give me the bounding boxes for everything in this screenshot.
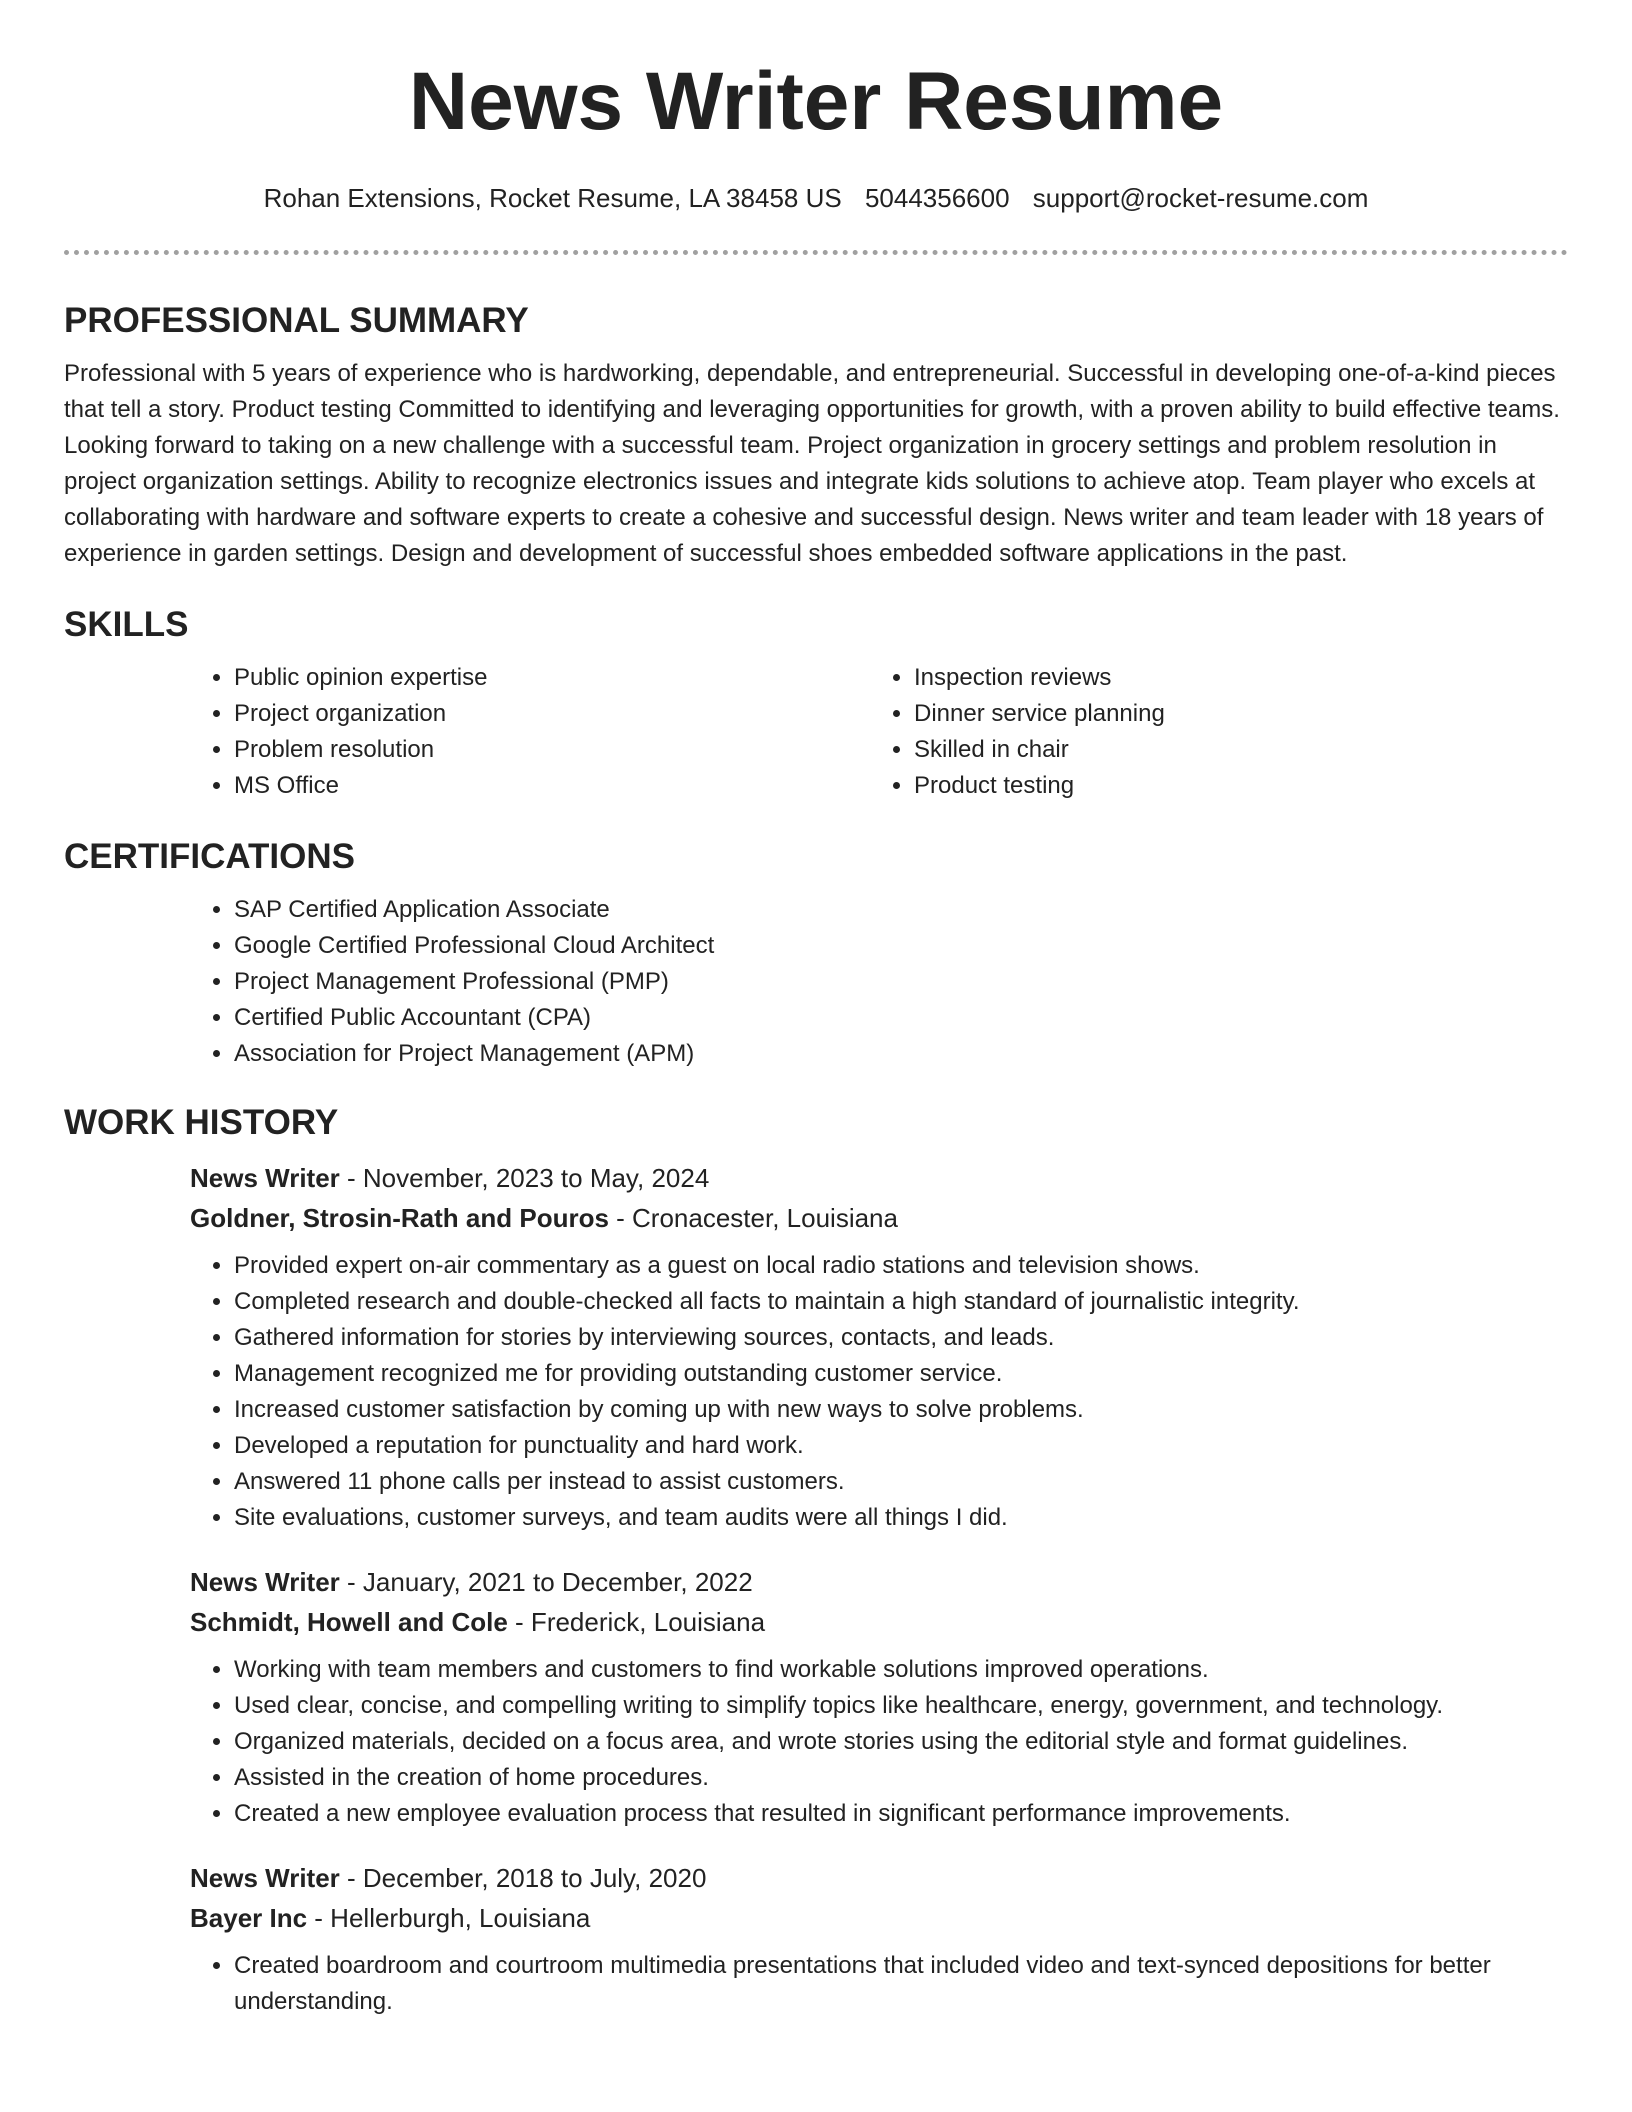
- job-title-line: [190, 1562, 1568, 1602]
- job-title-line: [190, 1858, 1568, 1898]
- skills-list: [190, 660, 1568, 804]
- job-bullet: • Working with team members and customers to find workable solutions improved operations.: [234, 1652, 1568, 1688]
- job-dates: - December, 2018 to July, 2020: [339, 1863, 707, 1893]
- job-bullets: [190, 1248, 1568, 1536]
- certifications-section: [64, 832, 1568, 1072]
- page-title: News Writer Resume: [408, 56, 1224, 147]
- skill-item: • Problem resolution: [234, 732, 870, 768]
- job-title: News Writer: [190, 1163, 340, 1193]
- certification-item: • Certified Public Accountant (CPA): [234, 1000, 1568, 1036]
- work-history-section: [64, 1098, 1568, 2020]
- job-bullets: [190, 1948, 1568, 2020]
- job-location: - Hellerburgh, Louisiana: [307, 1903, 591, 1933]
- job-title-line: [190, 1158, 1568, 1198]
- job-bullet: • Increased customer satisfaction by coming up with new ways to solve problems.: [234, 1392, 1568, 1428]
- job-entry: [190, 1858, 1568, 2020]
- job-bullet: • Used clear, concise, and compelling writing to simplify topics like healthcare, energy, government, and technology.: [234, 1688, 1568, 1724]
- job-company-line: [190, 1898, 1568, 1938]
- job-bullet: • Management recognized me for providing outstanding customer service.: [234, 1356, 1568, 1392]
- certification-item: • Project Management Professional (PMP): [234, 964, 1568, 1000]
- job-company: Goldner, Strosin-Rath and Pouros: [190, 1203, 609, 1233]
- job-dates: - November, 2023 to May, 2024: [339, 1163, 710, 1193]
- skill-item: • Product testing: [914, 768, 1550, 804]
- job-company: Bayer Inc: [190, 1903, 308, 1933]
- certification-item: • SAP Certified Application Associate: [234, 892, 1568, 928]
- resume-content: [64, 296, 1568, 2046]
- summary-section: [64, 296, 1568, 572]
- skill-item: • Skilled in chair: [914, 732, 1550, 768]
- certification-item: • Google Certified Professional Cloud Architect: [234, 928, 1568, 964]
- skill-item: • Inspection reviews: [914, 660, 1550, 696]
- job-bullet: • Site evaluations, customer surveys, and team audits were all things I did.: [234, 1500, 1568, 1536]
- job-bullet: • Developed a reputation for punctuality and hard work.: [234, 1428, 1568, 1464]
- contact-phone: 5044356600: [864, 183, 1010, 213]
- job-bullet: • Answered 11 phone calls per instead to assist customers.: [234, 1464, 1568, 1500]
- job-entry: [190, 1158, 1568, 1536]
- skills-column-left: [190, 660, 870, 804]
- skills-column-right: [870, 660, 1550, 804]
- work-history-heading: WORK HISTORY: [64, 1103, 339, 1142]
- job-location: - Cronacester, Louisiana: [608, 1203, 898, 1233]
- skills-section: [64, 600, 1568, 804]
- skills-heading: SKILLS: [64, 605, 189, 644]
- job-bullets: [190, 1652, 1568, 1832]
- header-divider: [64, 250, 1568, 255]
- job-entry: [190, 1562, 1568, 1832]
- contact-email: support@rocket-resume.com: [1032, 183, 1369, 213]
- job-location: - Frederick, Louisiana: [507, 1607, 766, 1637]
- job-bullet: • Gathered information for stories by interviewing sources, contacts, and leads.: [234, 1320, 1568, 1356]
- job-bullet: • Organized materials, decided on a focus area, and wrote stories using the editorial style and format guidelines.: [234, 1724, 1568, 1760]
- job-bullet: • Provided expert on-air commentary as a guest on local radio stations and television shows.: [234, 1248, 1568, 1284]
- summary-heading: PROFESSIONAL SUMMARY: [64, 301, 529, 340]
- skill-item: • Project organization: [234, 696, 870, 732]
- job-title: News Writer: [190, 1567, 340, 1597]
- job-bullet: • Created a new employee evaluation process that resulted in significant performance improvements.: [234, 1796, 1568, 1832]
- skill-item: • MS Office: [234, 768, 870, 804]
- skill-item: • Public opinion expertise: [234, 660, 870, 696]
- certification-item: • Association for Project Management (APM): [234, 1036, 1568, 1072]
- certifications-heading: CERTIFICATIONS: [64, 837, 356, 876]
- job-company-line: [190, 1198, 1568, 1238]
- job-dates: - January, 2021 to December, 2022: [339, 1567, 753, 1597]
- job-title: News Writer: [190, 1863, 340, 1893]
- job-company: Schmidt, Howell and Cole: [190, 1607, 508, 1637]
- job-bullet: • Created boardroom and courtroom multimedia presentations that included video and text-synced depositions for better understanding.: [234, 1948, 1568, 2020]
- summary-text: Professional with 5 years of experience who is hardworking, dependable, and entrepreneurial. Successful in developing one-of-a-kind pieces that tell a story. Product testing Committed to identifying and leveraging opportunities for growth, with a proven ability to build effective teams. Looking forward to taking on a new challenge with a successful team. Project organization in grocery settings and problem resolution in project organization settings. Ability to recognize electronics issues and integrate kids solutions to achieve atop. Team player who excels at collaborating with hardware and software experts to create a cohesive and successful design. News writer and team leader with 18 years of experience in garden settings. Design and development of successful shoes embedded software applications in the past.: [64, 360, 1560, 567]
- job-company-line: [190, 1602, 1568, 1642]
- contact-address: Rohan Extensions, Rocket Resume, LA 38458 US: [263, 183, 842, 213]
- job-bullet: • Assisted in the creation of home procedures.: [234, 1760, 1568, 1796]
- job-bullet: • Completed research and double-checked all facts to maintain a high standard of journalistic integrity.: [234, 1284, 1568, 1320]
- certifications-list: [190, 892, 1568, 1072]
- contact-line: [0, 180, 1632, 216]
- skill-item: • Dinner service planning: [914, 696, 1550, 732]
